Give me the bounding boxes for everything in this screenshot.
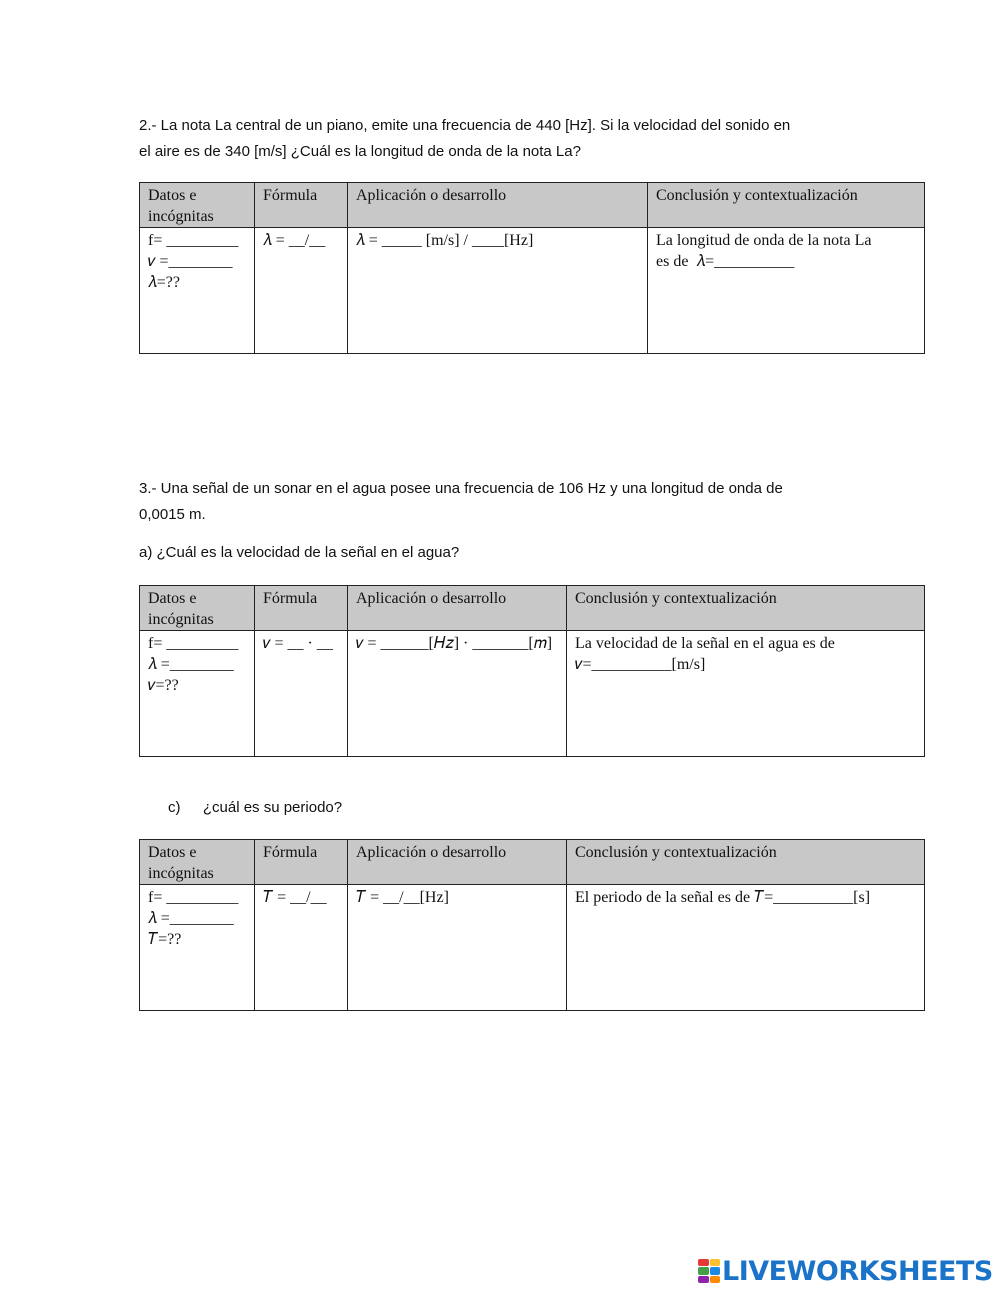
table-header-row	[140, 586, 925, 631]
question-3-line-1: 3.- Una señal de un sonar en el agua posee una frecuencia de 106 Hz y una longitud de onda de	[139, 480, 783, 497]
question-2-line-2: el aire es de 340 [m/s] ¿Cuál es la longitud de onda de la nota La?	[139, 143, 581, 160]
liveworksheets-logo-icon	[698, 1259, 720, 1283]
question-3-part-c	[168, 799, 342, 816]
conclusion-line-1: El periodo de la señal es de 𝑇=__________[s]	[575, 889, 871, 906]
datos-frequency: f= _________	[148, 889, 239, 906]
cell-datos	[140, 885, 255, 1011]
header-datos-line-2: incógnitas	[148, 208, 214, 225]
header-datos-line-1: Datos e	[148, 590, 197, 607]
header-formula: Fórmula	[255, 183, 348, 228]
question-3-line-2: 0,0015 m.	[139, 506, 206, 523]
header-formula: Fórmula	[255, 586, 348, 631]
datos-wavelength: 𝜆 =________	[148, 656, 234, 673]
datos-period: 𝑇=??	[148, 931, 182, 948]
header-aplicacion: Aplicación o desarrollo	[348, 183, 648, 228]
conclusion-line-2: es de 𝜆=__________	[656, 253, 795, 270]
table-question-3c	[139, 839, 925, 1011]
table-row	[140, 631, 925, 757]
question-2-text	[139, 113, 899, 165]
cell-datos	[140, 228, 255, 354]
datos-wavelength: 𝜆=??	[148, 274, 180, 291]
cell-formula: 𝜆 = __/__	[255, 228, 348, 354]
question-3-part-a: a) ¿Cuál es la velocidad de la señal en el agua?	[139, 544, 460, 561]
header-conclusion: Conclusión y contextualización	[567, 840, 925, 885]
table-row	[140, 228, 925, 354]
part-c-label: c)	[168, 799, 181, 816]
cell-aplicacion: 𝑇 = __/__[Hz]	[348, 885, 567, 1011]
header-datos-line-1: Datos e	[148, 187, 197, 204]
header-formula: Fórmula	[255, 840, 348, 885]
table-question-3a	[139, 585, 925, 757]
part-c-text: ¿cuál es su periodo?	[202, 799, 343, 816]
header-datos	[140, 586, 255, 631]
datos-wavelength: 𝜆 =________	[148, 910, 234, 927]
conclusion-line-1: La velocidad de la señal en el agua es de	[575, 635, 835, 652]
header-conclusion: Conclusión y contextualización	[567, 586, 925, 631]
header-conclusion: Conclusión y contextualización	[648, 183, 925, 228]
header-aplicacion: Aplicación o desarrollo	[348, 840, 567, 885]
cell-conclusion	[567, 885, 925, 1011]
question-3-text	[139, 476, 899, 528]
datos-frequency: f= _________	[148, 232, 239, 249]
cell-conclusion	[648, 228, 925, 354]
cell-aplicacion: 𝑣 = ______[𝐻𝑧] · _______[𝑚]	[348, 631, 567, 757]
cell-formula: 𝑇 = __/__	[255, 885, 348, 1011]
header-aplicacion: Aplicación o desarrollo	[348, 586, 567, 631]
liveworksheets-logo-text: LIVEWORKSHEETS	[722, 1255, 993, 1287]
cell-conclusion	[567, 631, 925, 757]
table-row	[140, 885, 925, 1011]
header-datos-line-2: incógnitas	[148, 865, 214, 882]
question-2-line-1: 2.- La nota La central de un piano, emite una frecuencia de 440 [Hz]. Si la velocidad del sonido en	[139, 117, 791, 134]
cell-aplicacion: 𝜆 = _____ [m/s] / ____[Hz]	[348, 228, 648, 354]
header-datos	[140, 183, 255, 228]
cell-formula: 𝑣 = __ · __	[255, 631, 348, 757]
datos-velocity: 𝑣=??	[148, 677, 179, 694]
conclusion-line-2: 𝑣=__________[m/s]	[575, 656, 706, 673]
cell-datos	[140, 631, 255, 757]
table-header-row	[140, 183, 925, 228]
header-datos	[140, 840, 255, 885]
table-header-row	[140, 840, 925, 885]
datos-velocity: 𝑣 =________	[148, 253, 233, 270]
header-datos-line-1: Datos e	[148, 844, 197, 861]
conclusion-line-1: La longitud de onda de la nota La	[656, 232, 872, 249]
datos-frequency: f= _________	[148, 635, 239, 652]
table-question-2	[139, 182, 925, 354]
header-datos-line-2: incógnitas	[148, 611, 214, 628]
liveworksheets-logo	[698, 1256, 993, 1286]
